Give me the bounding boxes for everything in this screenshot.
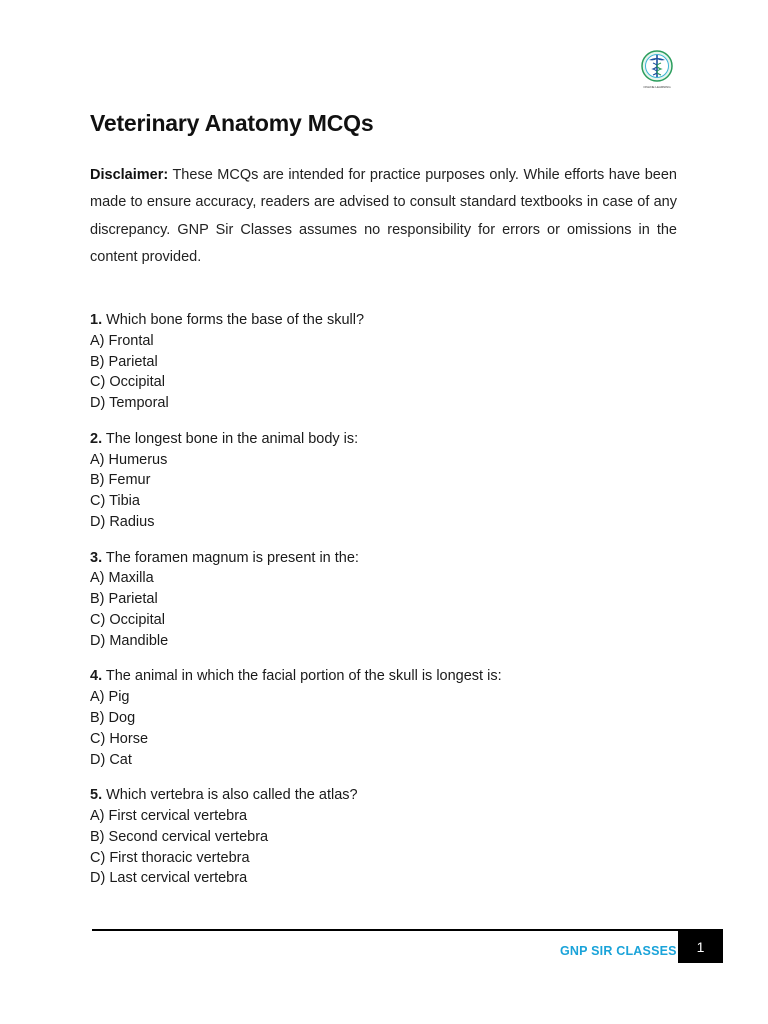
question-stem [90, 548, 690, 569]
question-text: Which bone forms the base of the skull? [106, 312, 365, 328]
option-b: B) Femur [90, 472, 151, 489]
question-3 [90, 548, 690, 652]
question-2 [90, 429, 690, 533]
option-d: D) Radius [90, 513, 155, 530]
option-a: A) Pig [90, 689, 130, 706]
option-a: A) Frontal [90, 332, 154, 349]
option-c: C) Occipital [90, 611, 165, 628]
question-number: 4. [90, 668, 103, 685]
question-text: Which vertebra is also called the atlas? [106, 787, 358, 804]
question-number: 1. [90, 312, 103, 328]
option-c: C) First thoracic vertebra [90, 849, 250, 866]
question-stem [90, 785, 690, 806]
option-c: C) Tibia [90, 493, 140, 510]
question-list [90, 310, 690, 904]
option-a: A) Maxilla [90, 570, 154, 587]
option-c: C) Horse [90, 730, 149, 747]
option-b: B) Dog [90, 709, 136, 726]
question-text: The animal in which the facial portion of the skull is longest is: [105, 668, 502, 685]
disclaimer-text: These MCQs are intended for practice purposes only. While efforts have been made to ensure accuracy, readers are advised to consult standard textbooks in case of any discrepancy. GNP Sir Classes assumes no responsibility for errors or omissions in the content provided. [90, 167, 677, 265]
option-d: D) Cat [90, 751, 132, 768]
disclaimer-label: Disclaimer: [90, 167, 169, 183]
page-number: 1 [678, 931, 723, 963]
option-b: B) Parietal [90, 353, 158, 370]
option-c: C) Occipital [90, 374, 165, 391]
option-d: D) Mandible [90, 632, 169, 649]
page-title: Veterinary Anatomy MCQs [90, 110, 374, 136]
logo-text: ONLINE LEARNING [643, 85, 671, 89]
question-stem [90, 429, 690, 450]
footer-brand: GNP SIR CLASSES [560, 944, 677, 958]
option-b: B) Parietal [90, 591, 158, 608]
question-5 [90, 785, 690, 889]
question-stem [90, 666, 690, 687]
question-number: 2. [90, 430, 103, 447]
option-a: A) First cervical vertebra [90, 807, 248, 824]
option-b: B) Second cervical vertebra [90, 828, 269, 845]
option-d: D) Temporal [90, 395, 169, 412]
question-4 [90, 666, 690, 770]
question-1 [90, 310, 690, 414]
disclaimer [90, 162, 677, 271]
question-number: 5. [90, 787, 103, 804]
footer-divider [92, 929, 723, 931]
caduceus-emblem-icon [640, 50, 674, 90]
option-d: D) Last cervical vertebra [90, 870, 248, 887]
question-text: The longest bone in the animal body is: [105, 430, 359, 447]
option-a: A) Humerus [90, 451, 168, 468]
question-stem [90, 310, 690, 331]
question-text: The foramen magnum is present in the: [105, 549, 359, 566]
question-number: 3. [90, 549, 103, 566]
